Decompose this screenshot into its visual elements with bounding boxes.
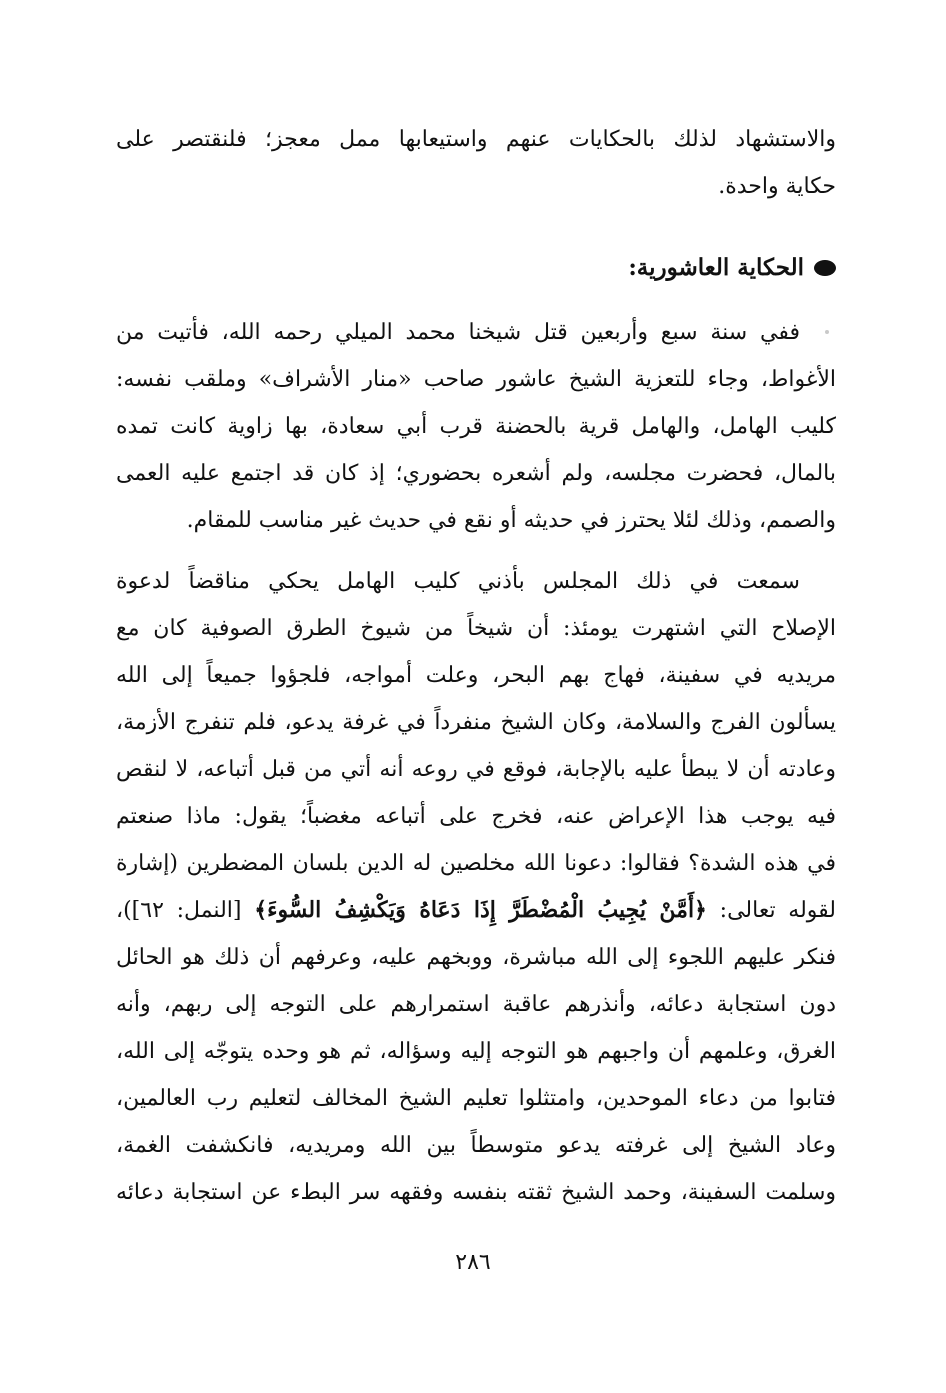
text-line: بالمال، فحضرت مجلسه، ولم أشعره بحضوري؛ إذ كان قد اجتمع عليه العمى	[116, 461, 836, 486]
text-line: سمعت في ذلك المجلس بأذني كليب الهامل يحكي مناقضاً لدعوة	[116, 569, 800, 594]
paragraph-1	[116, 309, 836, 544]
text-line: في هذه الشدة؟ فقالوا: دعونا الله مخلصين له الدين بلسان المضطرين (إشارة	[116, 851, 836, 876]
text-line: والاستشهاد لذلك بالحكايات عنهم واستيعابها ممل معجز؛ فلنقتصر على	[116, 127, 836, 152]
quran-verse: ﴿أَمَّنْ يُجِيبُ الْمُضْطَرَّ إِذَا دَعَاهُ وَيَكْشِفُ السُّوءَ﴾	[254, 897, 707, 923]
text-line: الغرق، وعلمهم أن واجبهم هو التوجه إليه وسؤاله، ثم هو وحده يتوجّه إلى الله،	[116, 1039, 836, 1064]
intro-paragraph	[116, 116, 836, 210]
page-number: ٢٨٦	[455, 1250, 491, 1275]
text-line: مريديه في سفينة، فهاج بهم البحر، وعلت أمواجه، فلجؤوا جميعاً إلى الله	[116, 663, 836, 688]
text-line: وعاد الشيخ إلى غرفته يدعو متوسطاً بين الله ومريديه، فانكشفت الغمة،	[116, 1133, 836, 1158]
text-line: دون استجابة دعائه، وأنذرهم عاقبة استمرارهم على التوجه إلى ربهم، وأنه	[116, 992, 836, 1017]
text-line: وسلمت السفينة، وحمد الشيخ ثقته بنفسه وفقهه سر البطء عن استجابة دعائه	[116, 1180, 836, 1205]
text-line: فيه يوجب هذا الإعراض عنه، فخرج على أتباعه مغضباً؛ يقول: ماذا صنعتم	[116, 804, 836, 829]
quran-citation-line	[116, 887, 836, 934]
text-line: والصمم، وذلك لئلا يحترز في حديثه أو نقع في حديث غير مناسب للمقام.	[186, 508, 836, 533]
heading-title: الحكاية العاشورية:	[628, 254, 804, 281]
text-line: الأغواط، وجاء للتعزية الشيخ عاشور صاحب «منار الأشراف» وملقب نفسه:	[116, 367, 836, 392]
text-line: فتابوا من دعاء الموحدين، وامتثلوا تعليم الشيخ المخالف لتعليم رب العالمين،	[116, 1086, 836, 1111]
bullet-icon	[814, 260, 836, 276]
text-line: يسألون الفرج والسلامة، وكان الشيخ منفرداً في غرفة يدعو، فلم تنفرج الأزمة،	[116, 710, 836, 735]
text-line: ففي سنة سبع وأربعين قتل شيخنا محمد الميلي رحمه الله، فأتيت من	[116, 320, 800, 345]
paragraph-2	[116, 558, 836, 1216]
text-line: كليب الهامل، والهامل قرية بالحضنة قرب أبي سعادة، بها زاوية كانت تمده	[116, 414, 836, 439]
quran-reference: [النمل: ٦٢])،	[116, 898, 255, 923]
text-line: حكاية واحدة.	[718, 174, 836, 199]
text-line: الإصلاح التي اشتهرت يومئذ: أن شيخاً من شيوخ الطرق الصوفية كان مع	[116, 616, 836, 641]
text-line: فنكر عليهم اللجوء إلى الله مباشرة، ووبخهم عليه، وعرفهم أن ذلك هو الحائل	[116, 945, 836, 970]
section-heading	[628, 248, 836, 288]
text-line: وعادته أن لا يبطأ عليه بالإجابة، فوقع في روعه أنه أتي من قبل أتباعه، لا لنقص	[116, 757, 836, 782]
quran-lead-in: لقوله تعالى:	[706, 898, 836, 923]
